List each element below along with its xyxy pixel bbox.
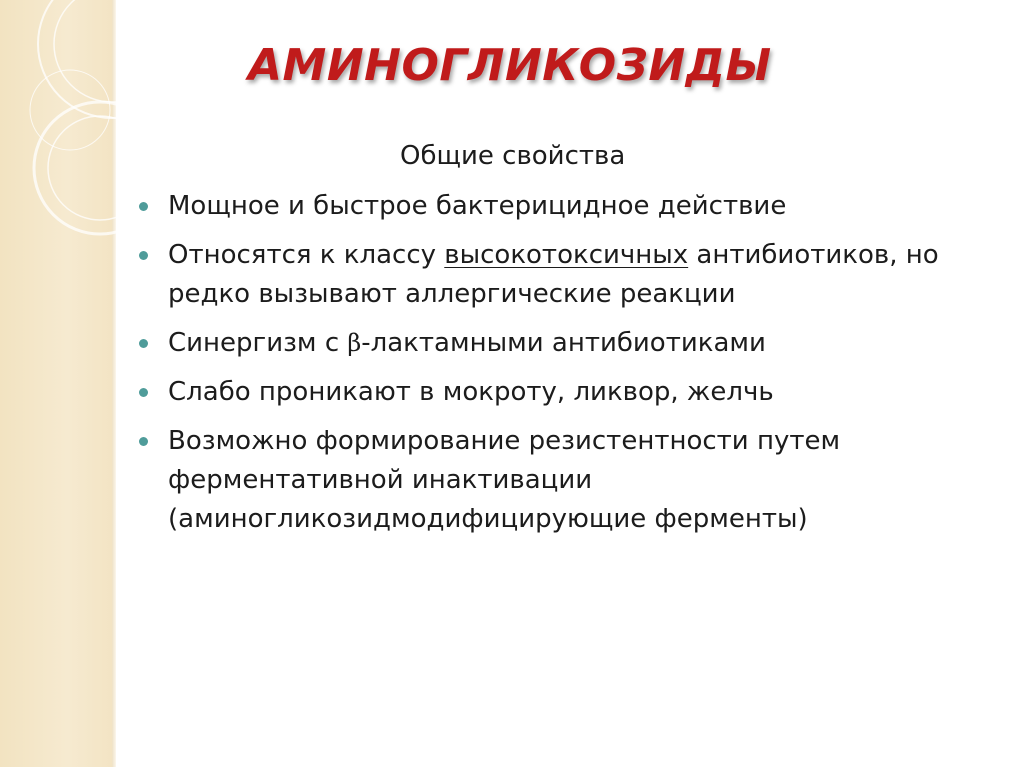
bullet-text-end: -лактамными антибиотиками: [361, 328, 766, 358]
bullet-item: [134, 236, 994, 314]
bullet-dot-icon: [139, 388, 148, 397]
beta-symbol: β: [347, 329, 362, 357]
bullet-text: Возможно формирование резистентности путем ферментативной инактивации (аминогликозидмодифицирующие ферменты): [168, 426, 841, 534]
bullet-dot-icon: [139, 437, 148, 446]
bullet-text-start: Синергизм с: [168, 328, 348, 358]
bullet-list: [134, 187, 994, 549]
bullet-underlined-term: высокотоксичных: [444, 240, 689, 270]
bullet-text-end: антибиотиков, но редко вызывают аллергические реакции: [168, 240, 939, 309]
section-subtitle: Общие свойства: [400, 141, 626, 171]
bullet-item: [134, 324, 994, 363]
bullet-dot-icon: [139, 251, 148, 260]
bullet-text: Слабо проникают в мокроту, ликвор, желчь: [168, 377, 774, 407]
bullet-text-start: Относятся к классу: [168, 240, 445, 270]
slide-title: АМИНОГЛИКОЗИДЫ: [248, 40, 772, 91]
bullet-text: Мощное и быстрое бактерицидное действие: [168, 191, 787, 221]
bullet-dot-icon: [139, 202, 148, 211]
bullet-item: [134, 422, 994, 539]
bullet-dot-icon: [139, 339, 148, 348]
bullet-item: [134, 373, 994, 412]
decorative-rings-icon: [0, 0, 130, 260]
bullet-item: [134, 187, 994, 226]
